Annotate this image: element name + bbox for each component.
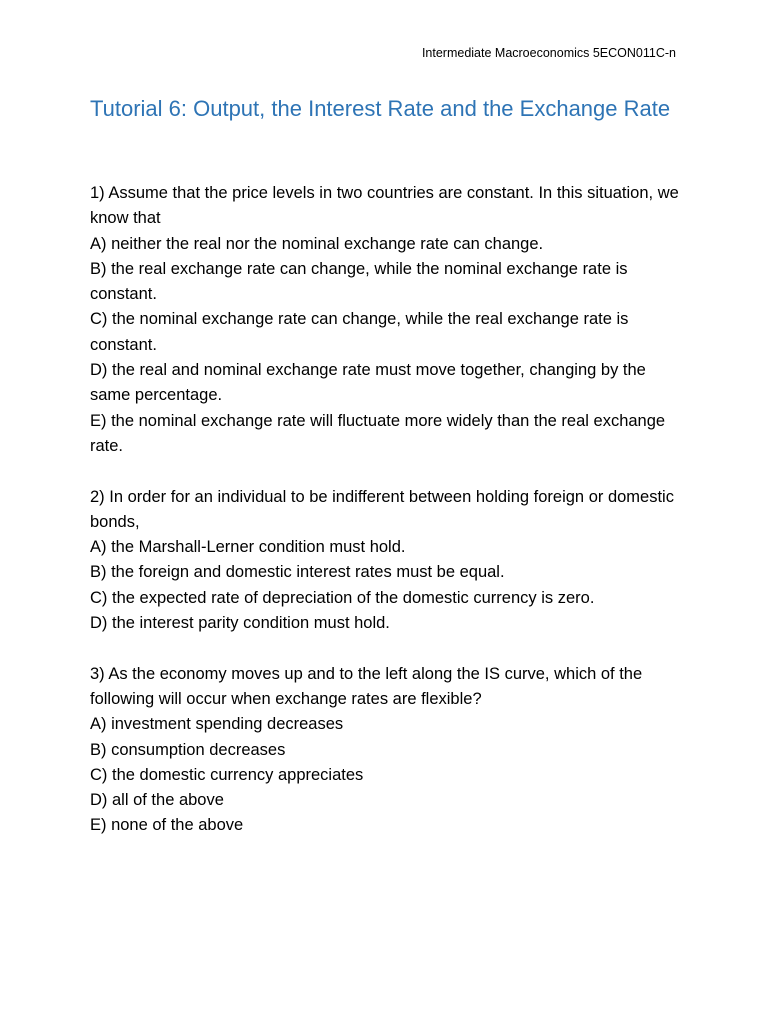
- answer-option: D) the interest parity condition must hold.: [90, 614, 390, 633]
- question-stem: 3) As the economy moves up and to the left along the IS curve, which of the following will occur when exchange rates are flexible?: [90, 664, 643, 708]
- answer-option: D) all of the above: [90, 791, 224, 810]
- page-title: Tutorial 6: Output, the Interest Rate and the Exchange Rate: [90, 96, 671, 121]
- question-3: [90, 662, 690, 839]
- answer-option: B) the foreign and domestic interest rates must be equal.: [90, 563, 505, 582]
- answer-option: C) the nominal exchange rate can change, while the real exchange rate is constant.: [90, 310, 629, 354]
- question-stem: 1) Assume that the price levels in two countries are constant. In this situation, we know that: [90, 184, 679, 228]
- answer-option: B) the real exchange rate can change, while the nominal exchange rate is constant.: [90, 259, 628, 304]
- running-header: Intermediate Macroeconomics 5ECON011C-n: [421, 46, 676, 60]
- answer-option: A) the Marshall-Lerner condition must hold.: [90, 538, 406, 557]
- answer-option: D) the real and nominal exchange rate must move together, changing by the same percentage.: [90, 361, 646, 405]
- answer-option: E) the nominal exchange rate will fluctuate more widely than the real exchange rate.: [90, 411, 666, 455]
- answer-option: A) neither the real nor the nominal exchange rate can change.: [90, 234, 544, 253]
- answer-option: A) investment spending decreases: [90, 715, 344, 734]
- question-stem: 2) In order for an individual to be indifferent between holding foreign or domestic bonds,: [90, 487, 674, 531]
- answer-option: C) the expected rate of depreciation of the domestic currency is zero.: [90, 588, 595, 607]
- question-list: [90, 181, 690, 864]
- answer-option: B) consumption decreases: [90, 740, 286, 759]
- question-2: [90, 485, 690, 637]
- answer-option: C) the domestic currency appreciates: [90, 765, 364, 784]
- question-1: [90, 181, 690, 459]
- answer-option: E) none of the above: [90, 816, 244, 835]
